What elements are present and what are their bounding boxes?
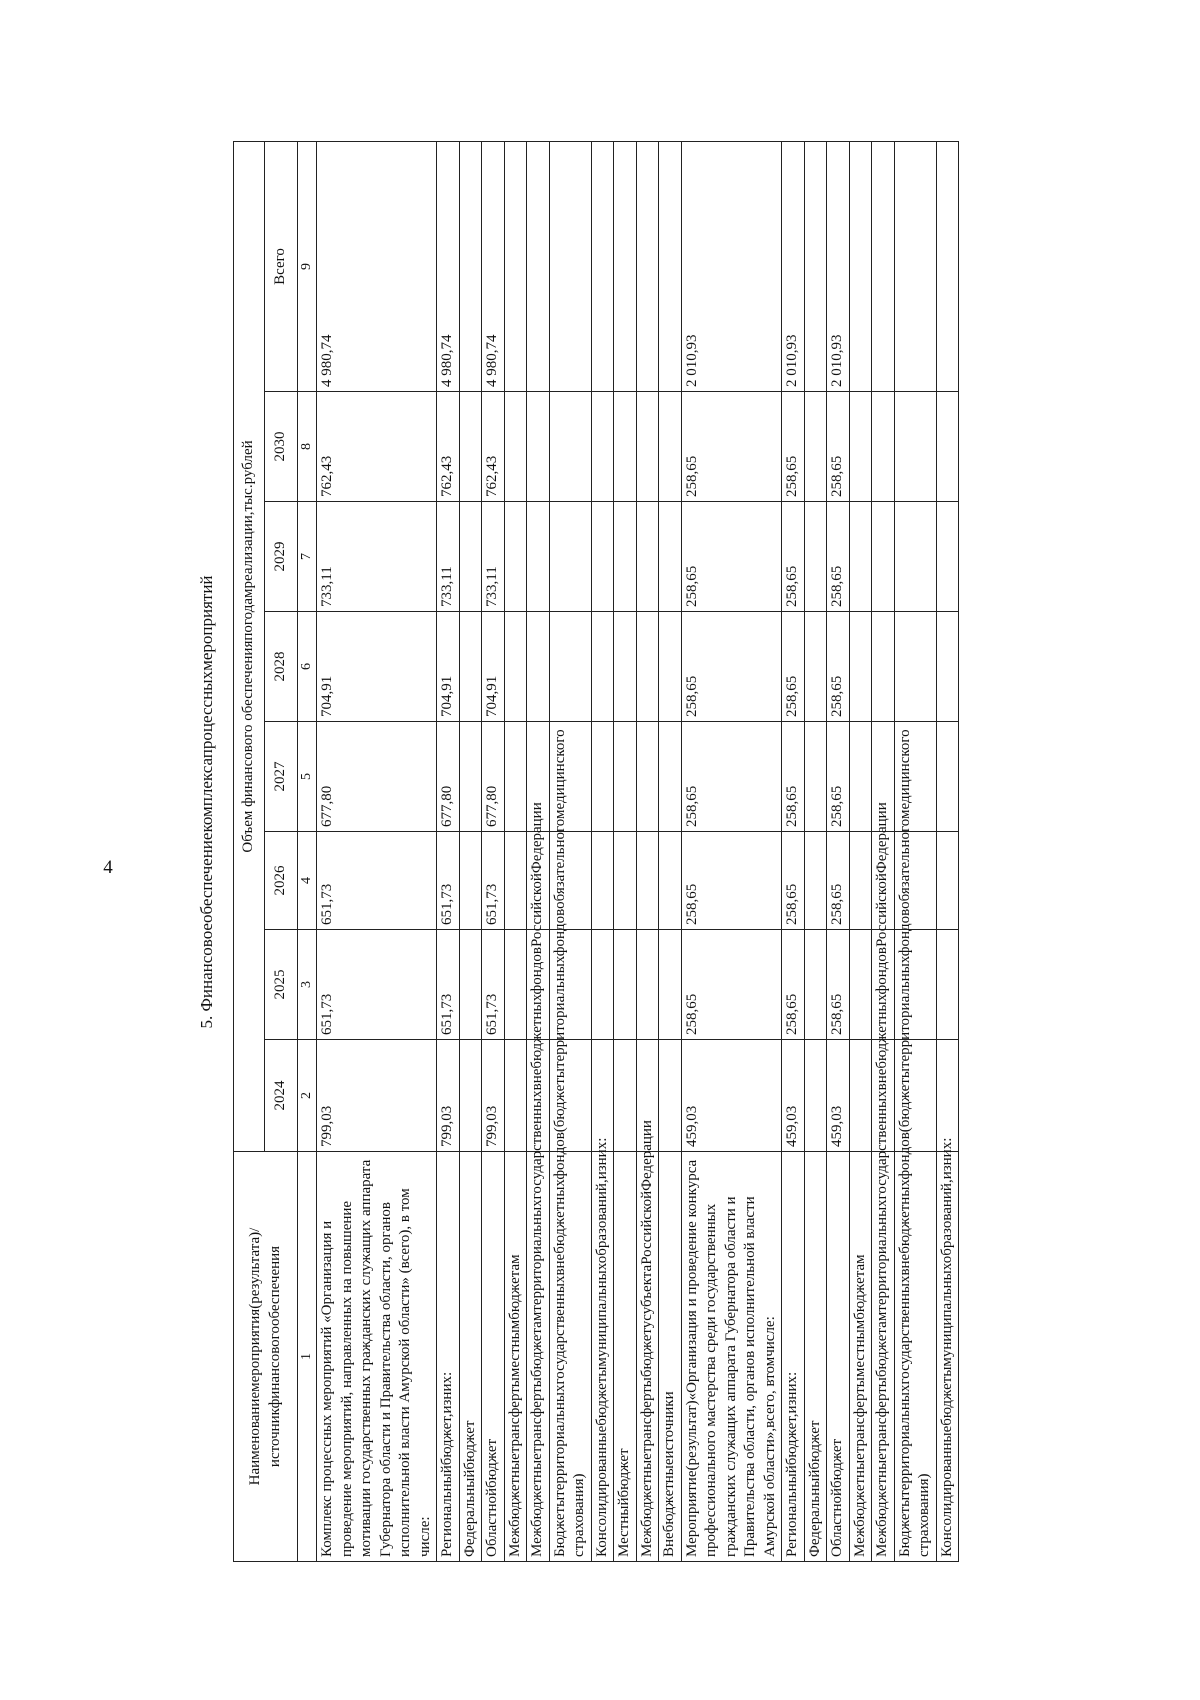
table-row	[936, 141, 959, 1561]
value-cell: 704,91	[437, 612, 460, 722]
value-cell: 2 010,93	[827, 141, 850, 391]
value-cell: 258,65	[681, 502, 782, 612]
value-cell	[504, 612, 527, 722]
financing-table	[233, 141, 959, 1562]
value-cell	[504, 392, 527, 502]
row-name-cell: Региональныйбюджет,изних:	[782, 1152, 805, 1562]
value-cell	[659, 930, 682, 1040]
value-cell	[459, 612, 482, 722]
table-row	[636, 141, 659, 1561]
table-row	[849, 141, 872, 1561]
value-cell	[504, 141, 527, 391]
value-cell	[936, 141, 959, 391]
value-cell: 258,65	[827, 502, 850, 612]
value-cell	[636, 392, 659, 502]
value-cell	[804, 141, 827, 391]
header-year-2030: 2030	[265, 392, 298, 502]
value-cell	[804, 832, 827, 930]
value-cell	[504, 1040, 527, 1152]
header-year-2024: 2024	[265, 1040, 298, 1152]
value-cell	[659, 722, 682, 832]
value-cell	[659, 502, 682, 612]
value-cell: 762,43	[437, 392, 460, 502]
row-name-cell: МежбюджетныетрансфертыбюджетамтерриториальныхгосударственныхвнебюджетныхфондовРоссийскойФедерации	[872, 1152, 895, 1562]
table-row	[317, 141, 437, 1561]
column-number: 5	[298, 722, 317, 832]
value-cell	[614, 502, 637, 612]
row-name-cell: Областнойбюджет	[827, 1152, 850, 1562]
header-name-cell: Наименованиемероприятия(результата)/источникфинансовогообеспечения	[234, 1152, 298, 1562]
value-cell: 459,03	[681, 1040, 782, 1152]
value-cell	[872, 612, 895, 722]
value-cell: 651,73	[437, 832, 460, 930]
value-cell	[614, 1040, 637, 1152]
value-cell: 258,65	[681, 930, 782, 1040]
value-cell	[804, 392, 827, 502]
row-name-cell: Мероприятие(результат)«Организация и проведение конкурса профессионального мастерства среди государственных гражданских служащих аппарата Губернатора области и Правительства области, органов исполнительной власти Амурской области»,всего, втомчисле:	[681, 1152, 782, 1562]
row-name-cell: Внебюджетныеисточники	[659, 1152, 682, 1562]
value-cell	[459, 930, 482, 1040]
value-cell: 677,80	[317, 722, 437, 832]
column-number: 2	[298, 1040, 317, 1152]
value-cell	[849, 392, 872, 502]
value-cell: 258,65	[681, 832, 782, 930]
table-row	[549, 141, 591, 1561]
row-name-cell: Бюджетытерриториальныхгосударственныхвнебюджетныхфондов(бюджетытерриториальныхфондовобязательногомедицинского страхования)	[549, 1152, 591, 1562]
table-row	[459, 141, 482, 1561]
value-cell	[591, 930, 614, 1040]
value-cell: 2 010,93	[681, 141, 782, 391]
row-name-cell: Бюджетытерриториальныхгосударственныхвнебюджетныхфондов(бюджетытерриториальныхфондовобязательногомедицинского страхования)	[894, 1152, 936, 1562]
value-cell	[659, 1040, 682, 1152]
value-cell: 459,03	[827, 1040, 850, 1152]
value-cell: 4 980,74	[482, 141, 505, 391]
row-name-cell: МежбюджетныетрансфертыбюджетамтерриториальныхгосударственныхвнебюджетныхфондовРоссийскойФедерации	[527, 1152, 550, 1562]
value-cell: 258,65	[782, 612, 805, 722]
value-cell	[636, 502, 659, 612]
row-name-cell: Областнойбюджет	[482, 1152, 505, 1562]
value-cell: 258,65	[782, 930, 805, 1040]
value-cell: 651,73	[437, 930, 460, 1040]
value-cell: 258,65	[827, 612, 850, 722]
value-cell	[659, 141, 682, 391]
value-cell	[659, 392, 682, 502]
value-cell: 799,03	[317, 1040, 437, 1152]
value-cell	[527, 612, 550, 722]
value-cell	[849, 612, 872, 722]
page-number: 4	[103, 857, 113, 878]
value-cell	[636, 722, 659, 832]
value-cell: 733,11	[317, 502, 437, 612]
value-cell	[936, 392, 959, 502]
value-cell	[459, 141, 482, 391]
value-cell	[936, 612, 959, 722]
value-cell: 651,73	[317, 832, 437, 930]
value-cell: 677,80	[437, 722, 460, 832]
value-cell: 762,43	[482, 392, 505, 502]
value-cell	[936, 1040, 959, 1152]
row-name-cell: Федеральныйбюджет	[804, 1152, 827, 1562]
value-cell	[849, 141, 872, 391]
value-cell: 258,65	[827, 392, 850, 502]
value-cell	[504, 502, 527, 612]
value-cell	[936, 930, 959, 1040]
value-cell: 258,65	[782, 722, 805, 832]
value-cell	[549, 502, 591, 612]
row-name-cell: Межбюджетныетрансфертыместнымбюджетам	[504, 1152, 527, 1562]
value-cell	[549, 612, 591, 722]
value-cell	[614, 612, 637, 722]
value-cell	[591, 1040, 614, 1152]
value-cell	[636, 832, 659, 930]
value-cell	[527, 392, 550, 502]
table-row	[804, 141, 827, 1561]
column-number: 1	[298, 1152, 317, 1562]
value-cell	[894, 612, 936, 722]
table-row	[872, 141, 895, 1561]
value-cell	[849, 1040, 872, 1152]
value-cell: 258,65	[782, 502, 805, 612]
value-cell	[591, 612, 614, 722]
row-name-cell: МежбюджетныетрансфертыбюджетусубъектаРоссийскойФедерации	[636, 1152, 659, 1562]
value-cell: 677,80	[482, 722, 505, 832]
value-cell	[872, 141, 895, 391]
header-year-2028: 2028	[265, 612, 298, 722]
value-cell	[459, 1040, 482, 1152]
value-cell	[804, 1040, 827, 1152]
value-cell: 258,65	[782, 832, 805, 930]
value-cell: 459,03	[782, 1040, 805, 1152]
column-number: 7	[298, 502, 317, 612]
value-cell	[504, 832, 527, 930]
value-cell	[804, 930, 827, 1040]
value-cell: 704,91	[317, 612, 437, 722]
value-cell: 258,65	[681, 612, 782, 722]
value-cell	[804, 612, 827, 722]
value-cell	[636, 612, 659, 722]
value-cell: 4 980,74	[317, 141, 437, 391]
column-number: 9	[298, 141, 317, 391]
value-cell	[591, 722, 614, 832]
value-cell	[849, 722, 872, 832]
value-cell	[804, 502, 827, 612]
value-cell	[894, 502, 936, 612]
value-cell	[591, 141, 614, 391]
value-cell	[549, 392, 591, 502]
value-cell	[636, 141, 659, 391]
value-cell	[591, 832, 614, 930]
value-cell	[849, 832, 872, 930]
value-cell	[614, 722, 637, 832]
value-cell	[936, 502, 959, 612]
value-cell: 733,11	[437, 502, 460, 612]
value-cell: 2 010,93	[782, 141, 805, 391]
row-name-cell: Межбюджетныетрансфертыместнымбюджетам	[849, 1152, 872, 1562]
row-name-cell: Региональныйбюджет,изних:	[437, 1152, 460, 1562]
row-name-cell: Федеральныйбюджет	[459, 1152, 482, 1562]
value-cell: 733,11	[482, 502, 505, 612]
table-row	[437, 141, 460, 1561]
value-cell	[504, 930, 527, 1040]
value-cell: 651,73	[482, 832, 505, 930]
value-cell: 799,03	[437, 1040, 460, 1152]
table-row	[659, 141, 682, 1561]
table-row	[591, 141, 614, 1561]
value-cell	[614, 832, 637, 930]
header-total: Всего	[265, 141, 298, 391]
value-cell: 651,73	[482, 930, 505, 1040]
value-cell	[659, 612, 682, 722]
value-cell	[636, 930, 659, 1040]
value-cell: 258,65	[827, 930, 850, 1040]
value-cell: 4 980,74	[437, 141, 460, 391]
table-row	[614, 141, 637, 1561]
header-volume-cell: Объем финансового обеспеченияпогодамреализации,тыс.рублей	[234, 141, 265, 1151]
value-cell	[872, 392, 895, 502]
value-cell	[459, 502, 482, 612]
table-row	[527, 141, 550, 1561]
rotated-content	[193, 142, 1049, 1562]
value-cell	[936, 832, 959, 930]
value-cell: 651,73	[317, 930, 437, 1040]
value-cell	[894, 392, 936, 502]
header-year-2029: 2029	[265, 502, 298, 612]
table-row	[782, 141, 805, 1561]
table-row	[894, 141, 936, 1561]
value-cell	[504, 722, 527, 832]
row-name-cell: Консолидированныебюджетымуниципальныхобразований,изних:	[936, 1152, 959, 1562]
value-cell	[549, 141, 591, 391]
table-row	[827, 141, 850, 1561]
column-number: 6	[298, 612, 317, 722]
value-cell	[459, 722, 482, 832]
row-name-cell: Комплекс процессных мероприятий «Организация и проведение мероприятий, направленных на повышение мотивации государственных гражданских служащих аппарата Губернатора области и Правительства области, органов исполнительной власти Амурской области» (всего), в том числе:	[317, 1152, 437, 1562]
value-cell	[614, 930, 637, 1040]
value-cell: 762,43	[317, 392, 437, 502]
value-cell: 258,65	[681, 392, 782, 502]
value-cell	[527, 141, 550, 391]
column-number: 8	[298, 392, 317, 502]
value-cell: 258,65	[827, 832, 850, 930]
header-year-2025: 2025	[265, 930, 298, 1040]
table-body	[317, 141, 959, 1561]
value-cell	[849, 502, 872, 612]
value-cell	[936, 722, 959, 832]
value-cell	[527, 502, 550, 612]
header-year-2026: 2026	[265, 832, 298, 930]
value-cell	[804, 722, 827, 832]
table-row	[504, 141, 527, 1561]
section-title: 5. Финансовоеобеспечениекомплексапроцессныхмероприятий	[197, 575, 216, 1029]
value-cell	[872, 502, 895, 612]
header-year-2027: 2027	[265, 722, 298, 832]
table-row	[482, 141, 505, 1561]
value-cell: 258,65	[681, 722, 782, 832]
row-name-cell: Местныйбюджет	[614, 1152, 637, 1562]
value-cell	[591, 392, 614, 502]
value-cell: 258,65	[782, 392, 805, 502]
table-row	[681, 141, 782, 1561]
value-cell: 799,03	[482, 1040, 505, 1152]
value-cell: 704,91	[482, 612, 505, 722]
value-cell	[614, 141, 637, 391]
value-cell	[614, 392, 637, 502]
value-cell	[894, 141, 936, 391]
value-cell	[659, 832, 682, 930]
value-cell	[849, 930, 872, 1040]
value-cell	[459, 832, 482, 930]
value-cell: 258,65	[827, 722, 850, 832]
column-number: 3	[298, 930, 317, 1040]
column-number: 4	[298, 832, 317, 930]
value-cell	[459, 392, 482, 502]
value-cell	[591, 502, 614, 612]
row-name-cell: Консолидированныебюджетымуниципальныхобразований,изних:	[591, 1152, 614, 1562]
